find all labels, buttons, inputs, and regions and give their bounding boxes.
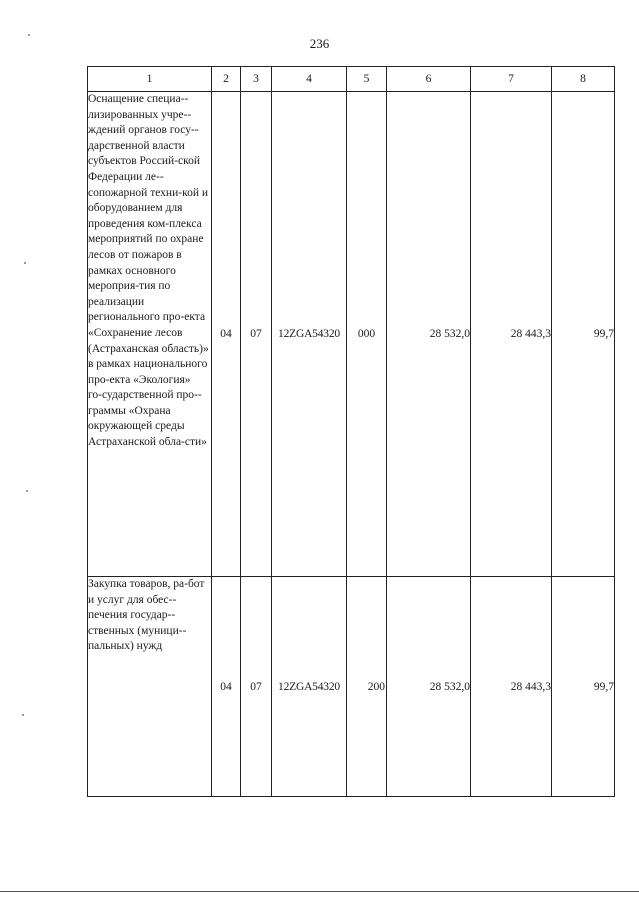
budget-table [87, 66, 615, 797]
row-target-article: 12ZGA54320 [272, 92, 347, 577]
row-percent: 99,7 [552, 92, 615, 577]
row-planned-amount: 28 532,0 [387, 92, 471, 577]
row-section: 04 [212, 92, 241, 577]
scan-speck [26, 490, 28, 492]
header-col-4: 4 [272, 67, 347, 92]
header-col-3: 3 [241, 67, 272, 92]
row-description: Оснащение специа-лизированных учре-ждений органов госу-дарственной власти субъектов Россий-ской Федерации ле-сопожарной техни-кой и оборудованием для проведения ком-плекса мероприятий по охране лесов от пожаров в рамках основного мероприя-тия по реализации регионального про-екта «Сохранение лесов (Астраханская область)» в рамках национального про-екта «Экология» го-сударственной про-граммы «Охрана окружающей среды Астраханской обла-сти» [88, 92, 212, 577]
header-col-8: 8 [552, 67, 615, 92]
header-col-2: 2 [212, 67, 241, 92]
header-col-5: 5 [347, 67, 387, 92]
scan-speck [24, 262, 26, 264]
scan-speck [22, 714, 24, 716]
table-row [88, 92, 615, 577]
header-col-6: 6 [387, 67, 471, 92]
row-subsection: 07 [241, 92, 272, 577]
row-subsection: 07 [241, 577, 272, 797]
table-row [88, 577, 615, 797]
page-number: 236 [309, 36, 330, 51]
row-section: 04 [212, 577, 241, 797]
row-percent: 99,7 [552, 577, 615, 797]
header-col-1: 1 [88, 67, 212, 92]
row-description: Закупка товаров, ра-бот и услуг для обес-печения государ-ственных (муници-пальных) нужд [88, 577, 212, 797]
table-header-row [88, 67, 615, 92]
row-executed-amount: 28 443,3 [471, 92, 552, 577]
row-expense-type: 200 [347, 577, 387, 797]
row-planned-amount: 28 532,0 [387, 577, 471, 797]
row-target-article: 12ZGA54320 [272, 577, 347, 797]
header-col-7: 7 [471, 67, 552, 92]
row-executed-amount: 28 443,3 [471, 577, 552, 797]
scan-speck [28, 34, 30, 36]
row-expense-type: 000 [347, 92, 387, 577]
page-bottom-edge [0, 891, 639, 892]
